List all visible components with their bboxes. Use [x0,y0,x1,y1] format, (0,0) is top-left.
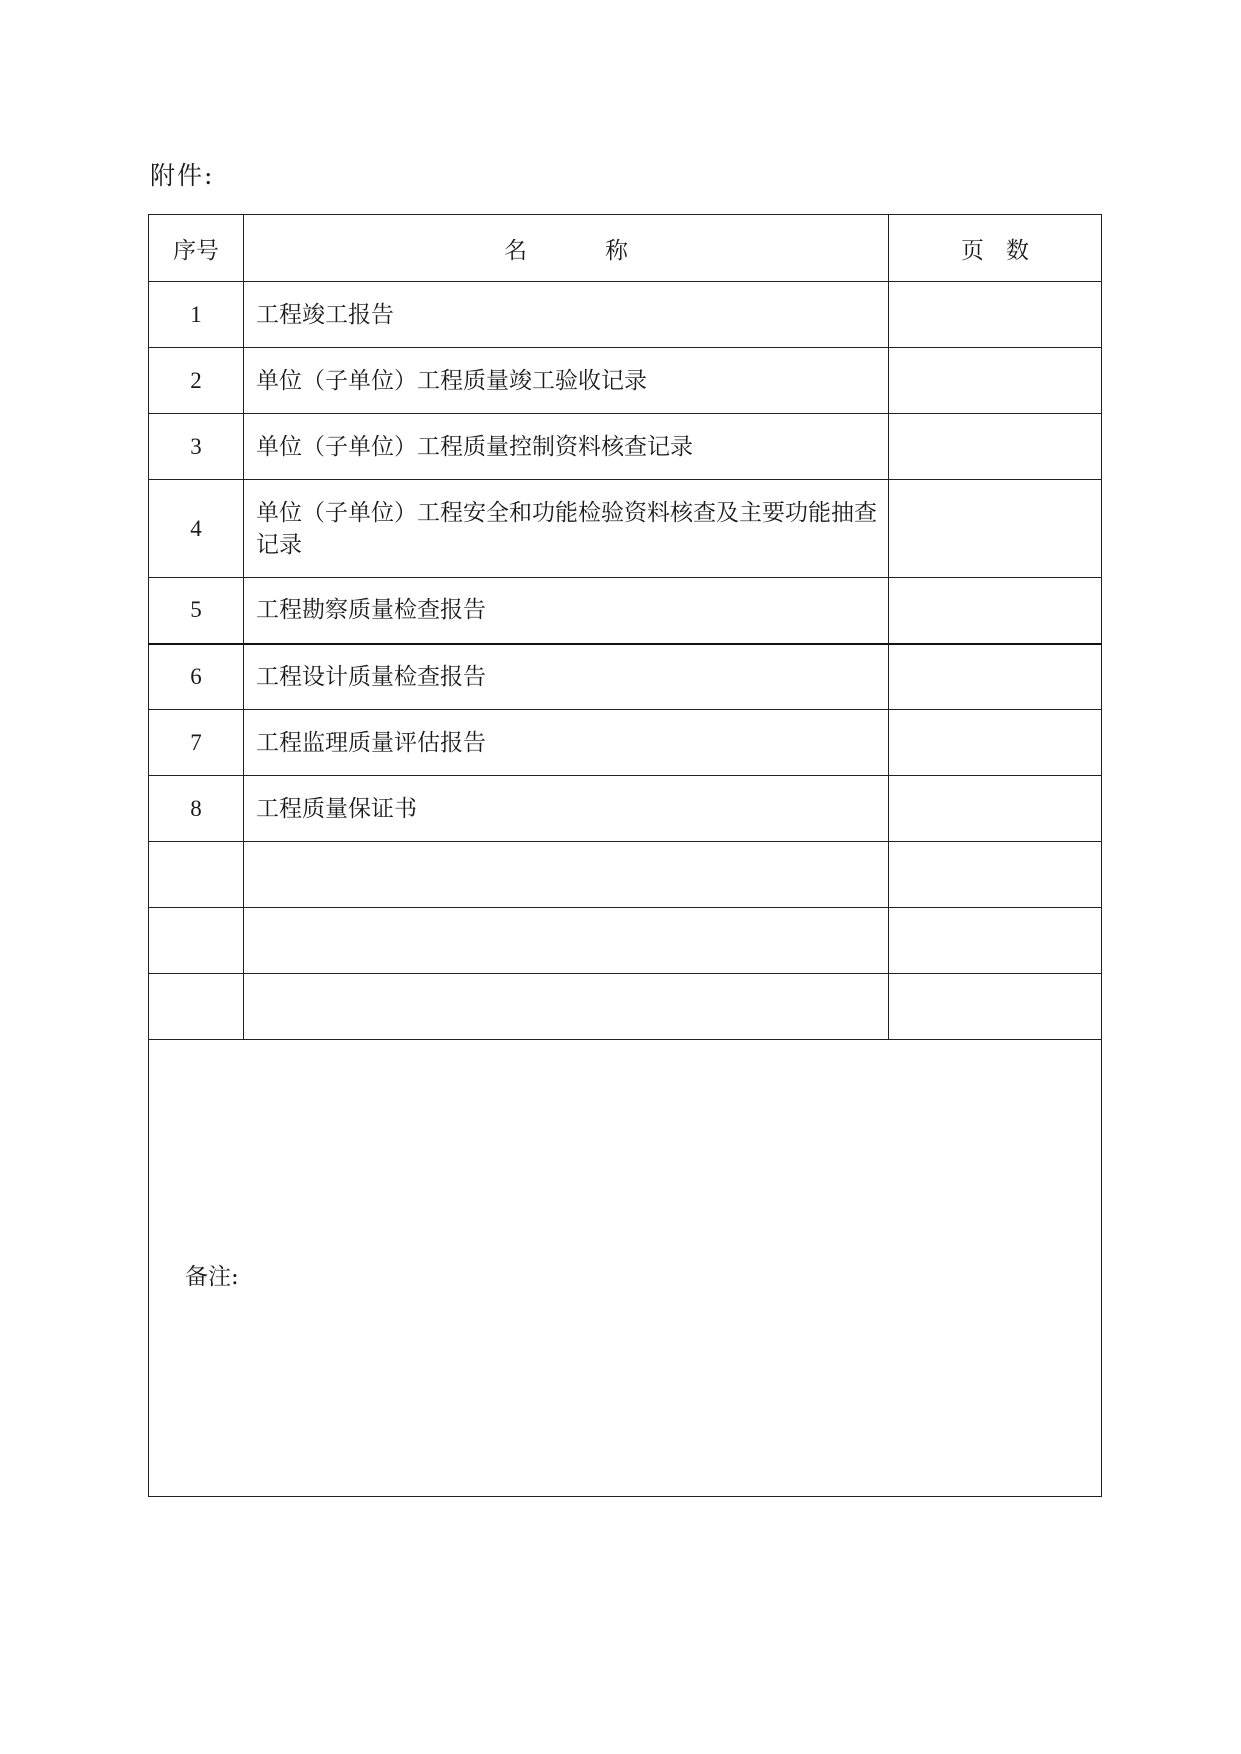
row-pages [889,414,1102,480]
attachment-table [148,214,1102,1497]
header-pages-part1: 页 [961,237,984,264]
row-pages [889,480,1102,578]
row-pages [889,348,1102,414]
row-name: 工程竣工报告 [244,282,889,348]
row-pages [889,710,1102,776]
row-number: 6 [149,644,244,710]
row-number: 7 [149,710,244,776]
row-name [244,974,889,1040]
header-number: 序号 [149,215,244,282]
header-pages [889,215,1102,282]
row-pages [889,644,1102,710]
row-name: 单位（子单位）工程质量控制资料核查记录 [244,414,889,480]
row-pages [889,842,1102,908]
table-row [149,974,1102,1040]
row-pages [889,776,1102,842]
row-name [244,842,889,908]
table-row [149,644,1102,710]
table-row [149,776,1102,842]
table-header-row [149,215,1102,282]
row-name: 单位（子单位）工程质量竣工验收记录 [244,348,889,414]
table-row [149,710,1102,776]
table-row [149,578,1102,644]
table-row [149,908,1102,974]
row-number: 1 [149,282,244,348]
row-name: 单位（子单位）工程安全和功能检验资料核查及主要功能抽查记录 [244,480,889,578]
attachment-label: 附件: [150,161,215,190]
row-pages [889,974,1102,1040]
remarks-cell [149,1040,1102,1497]
row-number: 4 [149,480,244,578]
row-number [149,974,244,1040]
row-number: 5 [149,578,244,644]
row-number: 3 [149,414,244,480]
row-name: 工程质量保证书 [244,776,889,842]
table-row [149,282,1102,348]
row-name: 工程监理质量评估报告 [244,710,889,776]
row-name [244,908,889,974]
table-row [149,480,1102,578]
table-row [149,414,1102,480]
row-pages [889,908,1102,974]
row-number [149,908,244,974]
remarks-row [149,1040,1102,1497]
table-row [149,842,1102,908]
row-name: 工程设计质量检查报告 [244,644,889,710]
header-name-part1: 名 [504,237,527,264]
row-number: 2 [149,348,244,414]
row-number: 8 [149,776,244,842]
row-pages [889,578,1102,644]
row-name: 工程勘察质量检查报告 [244,578,889,644]
header-name-part2: 称 [605,237,628,264]
table-row [149,348,1102,414]
header-pages-part2: 数 [1006,237,1029,264]
row-number [149,842,244,908]
row-pages [889,282,1102,348]
header-name [244,215,889,282]
remarks-label: 备注: [185,1264,239,1290]
